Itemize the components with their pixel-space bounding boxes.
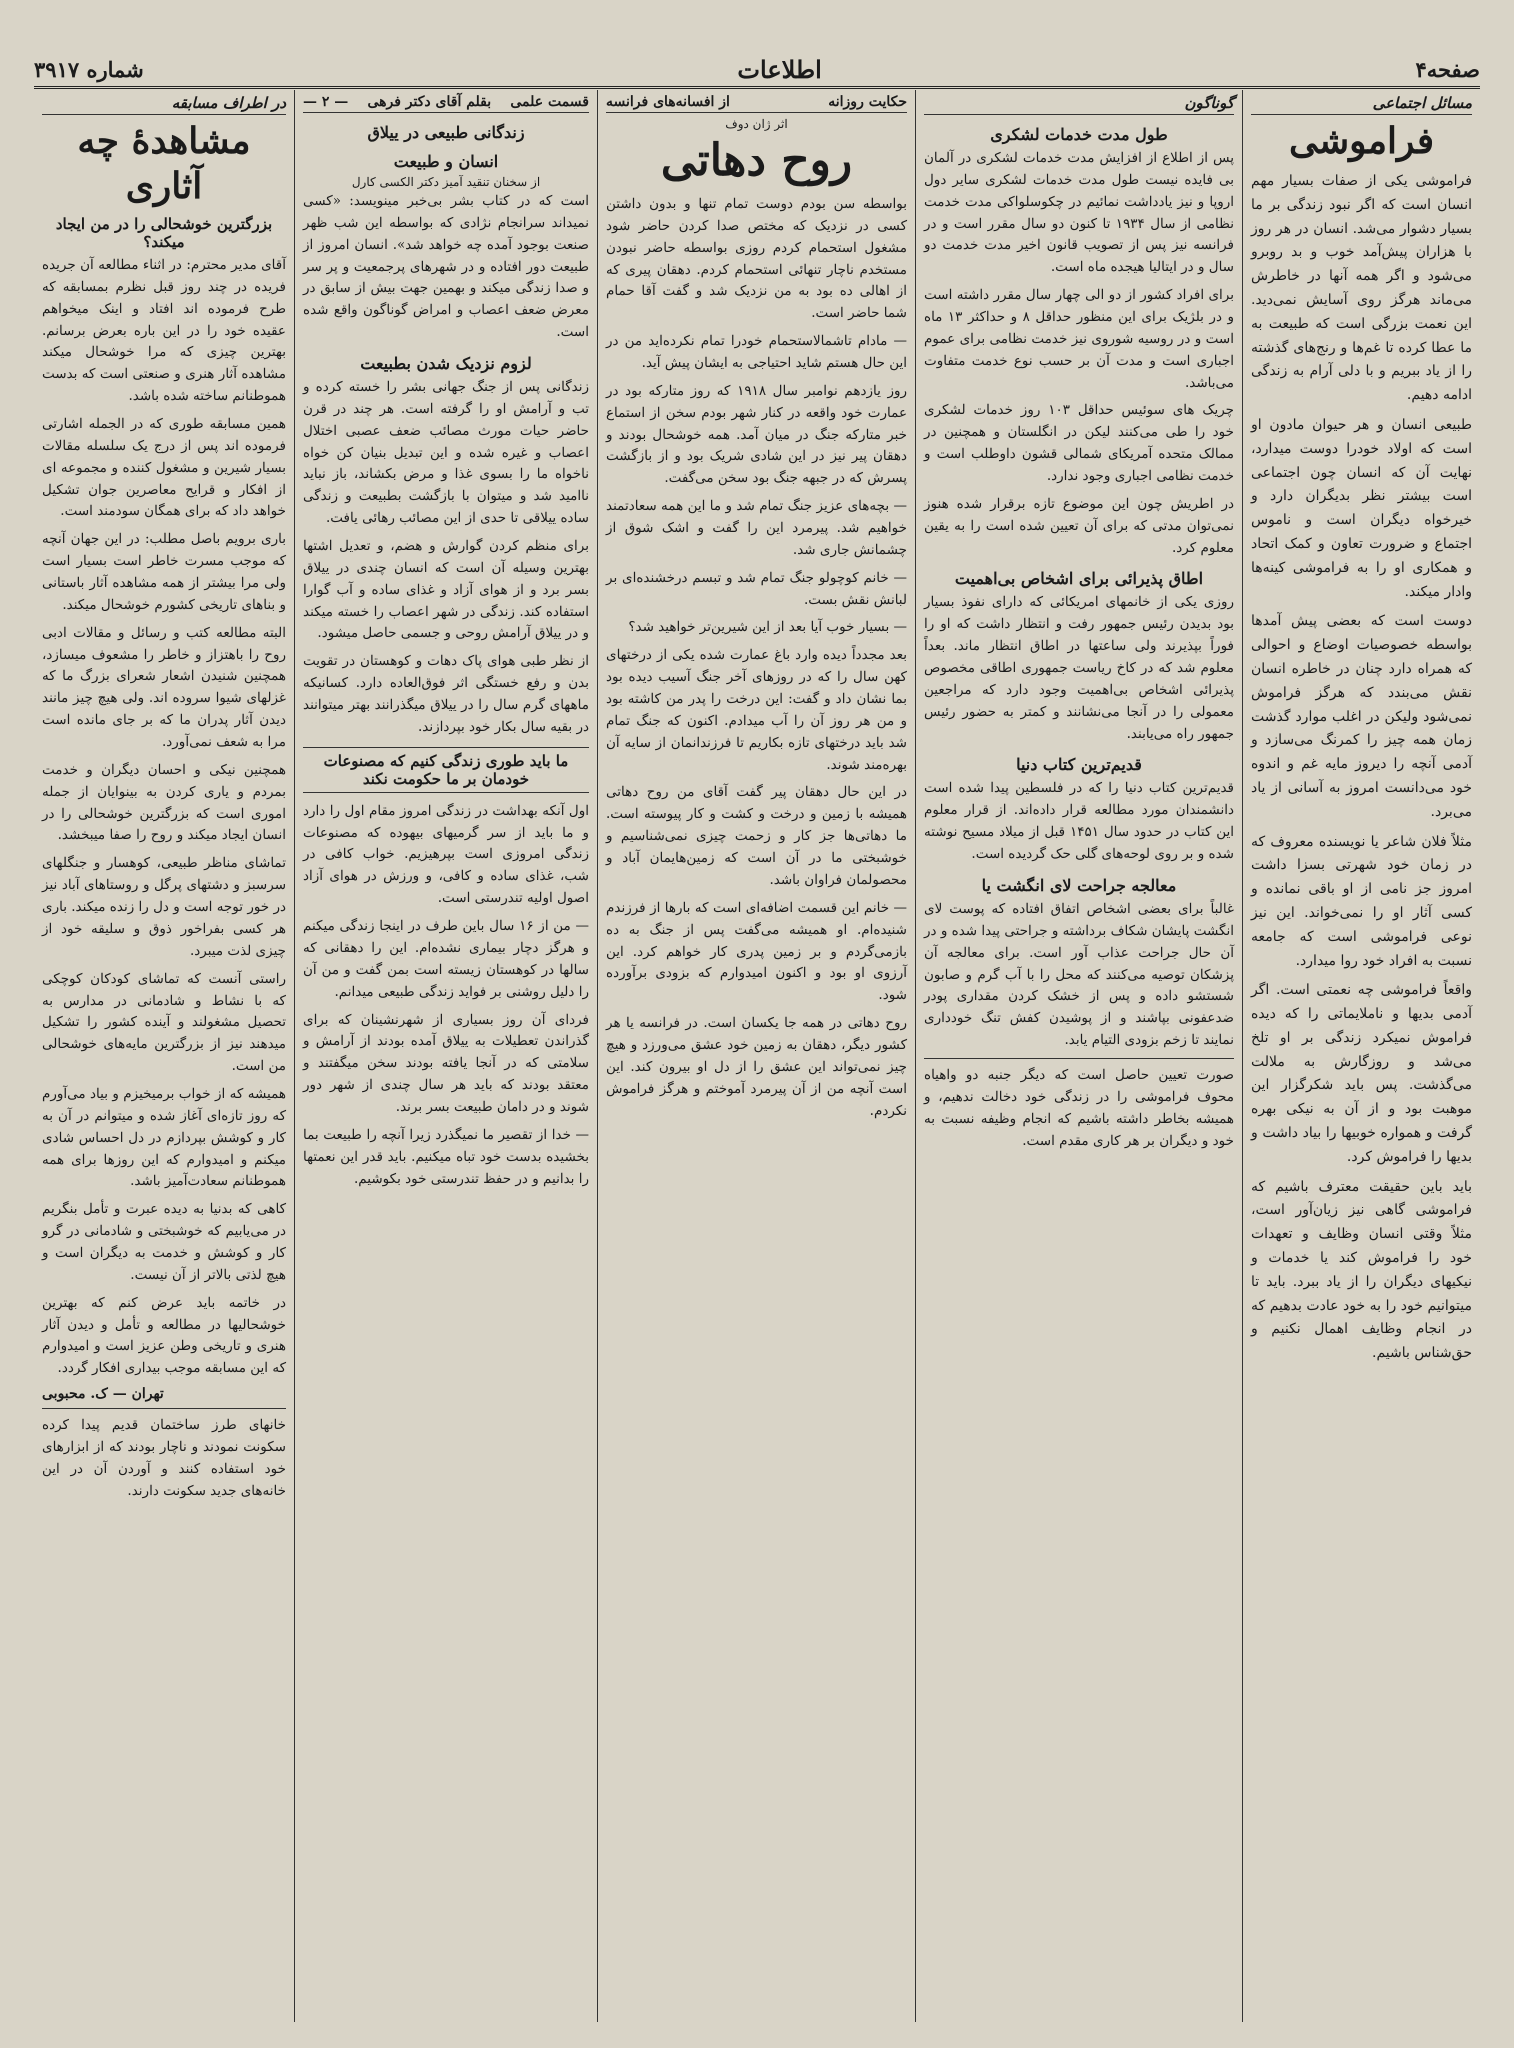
kicker-left: از افسانه‌های فرانسه — [606, 94, 730, 110]
column-miscellaneous — [915, 90, 1242, 2022]
article-paragraph: بعد مجدداً دیده وارد باغ عمارت شده یکی از درختهای کهن سال را که در روزهای آخر جنگ آسیب دیده بود بما نشان داد و گفت: این درخت را پدر من کاشته بود و من هر روز آن را آب میدادم. اکنون که جنگ تمام شد باید درختهای تازه بکاریم تا فرزندانمان از سایه آن بهره‌مند شوند. — [606, 647, 907, 773]
article-paragraph: — خانم این قسمت اضافه‌ای است که بارها از فرزندم شنیده‌ام. او همیشه می‌گفت پس از جنگ به ده بازمی‌گردم و بر زمین پدری کار خواهم کرد. این آرزوی او بود و اکنون امیدوارم که بزودی برآورده شود. — [606, 899, 907, 1004]
kicker-left: — ۲ — — [303, 94, 349, 110]
kicker-right: حکایت روزانه — [828, 94, 907, 110]
article-paragraph: — بسیار خوب آیا بعد از این شیرین‌تر خواهید شد؟ — [628, 619, 907, 636]
page-number: صفحه۴ — [1415, 56, 1480, 82]
section-kicker — [303, 94, 589, 113]
article-paragraph: دوست است که بعضی پیش آمدها بواسطه خصوصیات اوضاع و احوالی که همراه دارد چنان در خاطره انسان نقش می‌بندد که هرگز فراموش نمی‌شود ولیکن در اغلب موارد گذشت زمان همه چیز را کمرنگ می‌سازد و آدمی آنچه را دیروز مایه غم و اندوه خود می‌دانست امروز به آسانی از یاد می‌برد. — [1251, 613, 1472, 820]
boxed-subheading: ما باید طوری زندگی کنیم که مصنوعات خودمان بر ما حکومت نکند — [303, 747, 589, 793]
article-paragraph: باری برویم باصل مطلب: در این جهان آنچه که موجب مسرت خاطر است بسیار است ولی مرا بیشتر از همه مشاهده آثار باستانی و بناهای تاریخی کشورم خوشحال میکند. — [42, 531, 286, 613]
masthead — [34, 52, 1480, 89]
column-competition — [34, 90, 294, 2022]
article-headline: انسان و طبیعت — [393, 152, 499, 171]
article-paragraph: غالباً برای بعضی اشخاص اتفاق افتاده که پوست لای انگشت پایشان شکاف برداشته و جراحتی پیدا شده و در آن حال جراحت عذاب آور است. برای معالجه آن پزشکان توصیه می‌کنند که محل را با آب گرم و صابون شستشو داده و پس از خشک کردن مقداری پودر ضدعفونی بپاشند و از پوشیدن کفش تنگ خودداری نمایند تا زخم بزودی التیام یابد. — [924, 900, 1234, 1049]
article-paragraph: خانهای طرز ساختمان قدیم پیدا کرده سکونت نمودند و ناچار بودند که از ابزارهای خود استفاده کنند و آوردن آن در این خانه‌های جدید سکونت دارند. — [42, 1417, 286, 1499]
article-paragraph: اول آنکه بهداشت در زندگی امروز مقام اول را دارد و ما باید از سر گرمیهای بیهوده که مصنوعات زندگی امروزی است بپرهیزیم. خواب کافی در شب، غذای ساده و کافی، و ورزش در هوای آزاد اصول اولیه تندرستی است. — [303, 802, 589, 907]
newspaper-name: اطلاعات — [737, 54, 822, 84]
column-scientific — [294, 90, 597, 2022]
column-story — [597, 90, 915, 2022]
article-paragraph: واقعاً فراموشی چه نعمتی است. اگر آدمی بدیها و ناملایماتی را که دیده فراموش نمیکرد زندگی بر او تلخ می‌شد و روزگارش به ملالت می‌گذشت. پس باید شکرگزار این موهبت بود و از آن به نیکی بهره گرفت و همواره خوبیها را بیاد داشت و بدیها را فراموش کرد. — [1251, 982, 1472, 1165]
article-paragraph: پس از اطلاع از افزایش مدت خدمات لشکری در آلمان بی فایده نیست طول مدت خدمات لشکری سایر دول اروپا و نیز یادداشت نمائیم در چکوسلواکی مدت خدمت نظامی از سال ۱۹۳۴ تا کنون دو سال مقرر است و در فرانسه نیز پس از تصویب قانون اخیر مدت خدمت دو سال و در ایتالیا هیجده ماه است. — [924, 150, 1234, 276]
article-paragraph: در این حال دهقان پیر گفت آقای من روح دهاتی همیشه با زمین و درخت و کشت و کار پیوسته است. ما دهاتی‌ها جز کار و زحمت چیزی نمی‌شناسیم و خوشبختی ما در آن است که زمین‌هایمان آباد و محصولمان فراوان باشد. — [606, 784, 907, 888]
columns — [34, 90, 1480, 2022]
kicker-mid: بقلم آقای دکتر فرهی — [367, 94, 492, 110]
article-paragraph: روز یازدهم نوامبر سال ۱۹۱۸ که روز متارکه بود در عمارت خود واقعه در کنار شهر بودم سخن از استماع خبر متارکه جنگ در میان آمد. همه خوشحال بودند و دهقان پیر نیز در این شادی شریک بود و از بازگشت پسرش که در جبهه جنگ بود سخن می‌گفت. — [606, 382, 907, 487]
article-paragraph: همچنین نیکی و احسان دیگران و خدمت بمردم و یاری کردن به بینوایان از جمله اموری است که بزرگترین خوشحالی را در انسان ایجاد میکند و روح را صفا میبخشد. — [42, 761, 286, 844]
issue-number: شماره ۳۹۱۷ — [34, 56, 144, 82]
article-paragraph: فراموشی یکی از صفات بسیار مهم انسان است که اگر نبود زندگی بر ما بسیار دشوار می‌شد. انسان در هر روز با هزاران پیش‌آمد خوب و بد روبرو می‌شود و اگر همه آنها در خاطرش می‌ماند هرگز روی آسایش نمی‌دید. این نعمت بزرگی است که طبیعت به ما عطا کرده تا غم‌ها و رنج‌های گذشته را از یاد ببریم و با دلی آرام به زندگی ادامه دهیم. — [1251, 173, 1472, 404]
article-paragraph: قدیم‌ترین کتاب دنیا را که در فلسطین پیدا شده است دانشمندان مورد مطالعه قرار داده‌اند. از قرار معلوم این کتاب در حدود سال ۱۴۵۱ قبل از میلاد مسیح نوشته شده و بر روی لوحه‌های گلی حک گردیده است. — [924, 780, 1234, 863]
article-title: روح دهاتی — [660, 135, 853, 186]
article-paragraph: روح دهاتی در همه جا یکسان است. در فرانسه یا هر کشور دیگر، دهقان به زمین خود عشق می‌ورزد و هیچ چیز نمی‌تواند این عشق را از دل او بیرون کند. این است آنچه من از آن پیرمرد آموختم و هرگز فراموش نکردم. — [606, 1015, 907, 1119]
article-paragraph: — بچه‌های عزیز جنگ تمام شد و ما این همه سعادتمند خواهیم شد. پیرمرد این را گفت و اشک شوق از چشمانش جاری شد. — [606, 498, 907, 558]
article-headline: لزوم نزدیک شدن بطبیعت — [360, 354, 532, 374]
article-headline: معالجه جراحت لای انگشت یا — [981, 875, 1177, 895]
article-paragraph: صورت تعیین حاصل است که دیگر جنبه دو واهیاه محوف فراموشی را در زندگی خود دخالت ندهیم، و همیشه بخاطر داشته باشیم که انجام وظیفه نسبت به خود و دیگران بر هر کاری مقدم است. — [924, 1066, 1234, 1149]
article-paragraph: آقای مدیر محترم: در اثناء مطالعه آن جریده فریده در چند روز قبل نظرم بمسابقه که طرح فرموده اند افتاد و اینک میخواهم عقیده خود را در این باره بعرض برسانم. بهترین چیزی که مرا خوشحال میکند مشاهده آثار هنری و صنعتی است که بدست هموطنانم ساخته شده باشد. — [42, 257, 286, 405]
article-paragraph: برای افراد کشور از دو الی چهار سال مقرر داشته است و در بلژیک برای این منظور حداقل ۸ و حداکثر ۱۳ ماه است و در روسیه شوروی نیز خدمت نظامی برای عموم اجباری است و مدت آن بر حسب نوع خدمت متفاوت می‌باشد. — [924, 287, 1234, 391]
article-paragraph: باید باین حقیقت معترف باشیم که فراموشی گاهی نیز زیان‌آور است، مثلاً وقتی انسان وظایف و تعهدات خود را فراموش کند یا خدمات و نیکیهای دیگران را از یاد ببرد. باید تا میتوانیم خود را به خود عادت بدهیم که در انجام وظایف اهمال نکنیم و حق‌شناس باشیم. — [1251, 1178, 1472, 1362]
article-paragraph: است که در کتاب بشر بی‌خبر مینویسد: «کسی نمیداند سرانجام نژادی که بواسطه این شب ظهر صنعت بوجود آمده چه خواهد شد». انسان امروز از طبیعت دور افتاده و در شهرهای پرجمعیت و پر سر و صدا زندگی میکند و بهمین جهت بیش از سابق در معرض ضعف اعصاب و امراض گوناگون واقع شده است. — [303, 193, 589, 341]
section-kicker — [606, 94, 907, 113]
article-paragraph: طبیعی انسان و هر حیوان مادون او است که اولاد خودرا دوست میدارد، نهایت آن که انسان چون اجتماعی است بیشتر نظر بدیگران دارد و خیرخواه دیگران است و ناموس اجتماع و ضرورت تعاون و کمک اتحاد و همکاری او را به فراموشی کینه‌ها وادار میکند. — [1251, 416, 1472, 600]
article-paragraph: — خانم کوچولو جنگ تمام شد و تبسم درخشنده‌ای بر لبانش نقش بست. — [606, 569, 907, 608]
article-paragraph: همین مسابقه طوری که در الجمله اشارتی فرموده اند پس از درج یک سلسله مقالات بسیار شیرین و مشغول کننده و مجموعه ای از افکار و قرایح معاصرین جوان تشکیل خواهد داد که برای همگان سودمند است. — [42, 416, 286, 520]
article-headline: طول مدت خدمات لشکری — [990, 125, 1168, 144]
article-headline: قدیم‌ترین کتاب دنیا — [1016, 755, 1142, 775]
article-paragraph: همیشه که از خواب برمیخیزم و بیاد می‌آورم که روز تازه‌ای آغاز شده و میتوانم در آن به کار و کوشش بپردازم در دل احساس شادی میکنم و امیدوارم که این روزها برای همه هموطنانم سعادت‌آمیز باشد. — [42, 1085, 286, 1190]
article-headline: اطاق پذیرائی برای اشخاص بی‌اهمیت — [954, 569, 1204, 589]
article-paragraph: روزی یکی از خانمهای امریکائی که دارای نفوذ بسیار بود بدیدن رئیس جمهور رفت و انتظار داشت که او را فوراً بپذیرند ولی ساعتها در اطاق انتظار ماند. بعداً معلوم شد که در کاخ ریاست جمهوری اطاقی مخصوص پذیرائی اشخاص بی‌اهمیت وجود دارد که مراجعین معمولی را در آنجا می‌نشانند و کمتر به حضور رئیس جمهور راه می‌یابند. — [924, 594, 1234, 742]
article-paragraph: برای منظم کردن گوارش و هضم، و تعدیل اشتها بهترین وسیله آن است که انسان چندی در ییلاق بسر برد و از هوای آزاد و غذای ساده و آب گوارا استفاده کند. زندگی در شهر اعصاب را خسته میکند و در ییلاق آرامش روحی و جسمی حاصل میشود. — [303, 538, 589, 642]
column-faramooshi — [1242, 90, 1480, 2022]
article-paragraph: چریک های سوئیس حداقل ۱۰۳ روز خدمات لشکری خود را طی می‌کنند لیکن در انگلستان و همچنین در ممالک متحده آمریکای شمالی قشون داوطلب است و خدمت نظامی اجباری وجود ندارد. — [924, 402, 1234, 485]
article-paragraph: در اطریش چون این موضوع تازه برقرار شده هنوز نمی‌توان مدتی که برای آن تعیین شده است را به یقین معلوم کرد. — [924, 495, 1234, 556]
article-title: مشاهدهٔ چه آثاری — [77, 120, 251, 207]
article-signature: تهران — ک. محبوبی — [42, 1386, 164, 1403]
article-paragraph: بواسطه سن بودم دوست تمام تنها و بدون داشتن کسی در نزدیک که مختص صدا کردن حاضر شود مشغول استحمام کردم روزی بواسطه حاضر نبودن مستخدم ناچار تنهائی استحمام کردم. دهقان پیری که از اهالی ده بود به من نزدیک شد و گفت آقا حمام شما حاضر است. — [606, 196, 907, 322]
article-paragraph: — من از ۱۶ سال باین طرف در اینجا زندگی میکنم و هرگز دچار بیماری نشده‌ام. این را دهقانی که سالها در کوهستان زیسته است بمن گفت و من آن را دلیل روشنی بر فواید زندگی طبیعی میدانم. — [303, 918, 589, 1000]
article-intro: از سخنان تنقید آمیز دکتر الکسی کارل — [351, 175, 541, 189]
section-kicker: گوناگون — [924, 94, 1234, 115]
article-paragraph: فردای آن روز بسیاری از شهرنشینان که برای گذراندن تعطیلات به ییلاق آمده بودند از آرامش و سلامتی که در آنجا یافته بودند سخن میگفتند و معتقد بودند که باید هر سال چندی از شهر دور شوند و در دامان طبیعت بسر برند. — [303, 1011, 589, 1115]
article-title: زندگانی طبیعی در ییلاق — [367, 123, 525, 142]
article-paragraph: تماشای مناظر طبیعی، کوهسار و جنگلهای سرسبز و دشتهای پرگل و روستاهای آباد نیز در خور توجه است و دل را زنده میکند. باری هر کسی بفراخور ذوق و سلیقه خود از چیزی لذت میبرد. — [42, 855, 286, 959]
divider — [42, 1408, 286, 1409]
article-paragraph: — مادام تاشمالاستحمام خودرا تمام نکرده‌اید من در این حال هستم شاید احتیاجی به ایشان پیش آید. — [606, 333, 907, 372]
article-paragraph: زندگانی پس از جنگ جهانی بشر را خسته کرده و تب و آرامش او را گرفته است. هر چند در قرن حاضر حیات مورث مصائب ضعف عصبی اختلال اعصاب و غیره شده و این تبدیل بنیان کن خواه ناخواه ما را بسوی غذا و مرض بکشاند، باز نباید ناامید شد و میتوان با بازگشت بطبیعت و زندگی ساده ییلاقی تا حدی از این مصائب رهائی یافت. — [303, 379, 589, 527]
article-paragraph: در خاتمه باید عرض کنم که بهترین خوشحالیها در مطالعه و تأمل و دیدن آثار هنری و تاریخی وطن عزیز است و امیدوارم که این مسابقه موجب بیداری افکار گردد. — [42, 1294, 286, 1377]
article-paragraph: راستی آنست که تماشای کودکان کوچکی که با نشاط و شادمانی در مدارس به تحصیل مشغولند و آینده کشور را تشکیل میدهند نیز از بزرگترین مایه‌های خوشحالی من است. — [42, 970, 286, 1075]
article-paragraph: کاهی که بدنیا به دیده عبرت و تأمل بنگریم در می‌یابیم که خوشبختی و شادمانی در گرو کار و کوشش و خدمت به دیگران است و هیچ لذتی بالاتر از آن نیست. — [42, 1201, 286, 1283]
article-paragraph: — خدا از تقصیر ما نمیگذرد زیرا آنچه را طبیعت بما بخشیده بدست خود تباه میکنیم. باید قدر این نعمتها را بدانیم و در حفظ تندرستی خود بکوشیم. — [303, 1126, 589, 1187]
article-paragraph: از نظر طبی هوای پاک دهات و کوهستان در تقویت بدن و رفع خستگی اثر فوق‌العاده دارد. کسانیکه ماههای گرم سال را در ییلاق میگذرانند بهتر میتوانند در بقیه سال بکار خود بپردازند. — [303, 653, 589, 735]
article-paragraph: البته مطالعه کتب و رسائل و مقالات ادبی روح را باهتزاز و خاطر را مشعوف میسازد، همچنین شنیدن اشعار شعرای بزرگ ما که غزلهای شیوا سروده اند. ولی هیچ چیز مانند دیدن آثار پدران ما که بر جای مانده است مرا به شعف نمی‌آورد. — [42, 624, 286, 751]
article-paragraph: مثلاً فلان شاعر یا نویسنده معروف که در زمان خود شهرتی بسزا داشت امروز جز نامی از او باقی نمانده و کسی آثار او را نمی‌خواند. این نیز نوعی فراموشی است که جامعه نسبت به افراد خود روا میدارد. — [1251, 833, 1472, 969]
section-kicker: مسائل اجتماعی — [1251, 94, 1472, 115]
section-kicker: در اطراف مسابقه — [42, 94, 286, 115]
byline: اثر ژان دوف — [725, 117, 788, 131]
divider — [924, 1058, 1234, 1059]
article-subtitle: بزرگترین خوشحالی را در من ایجاد میکند؟ — [55, 215, 273, 251]
kicker-right: قسمت علمی — [510, 94, 589, 110]
article-title: فراموشی — [1288, 120, 1435, 162]
